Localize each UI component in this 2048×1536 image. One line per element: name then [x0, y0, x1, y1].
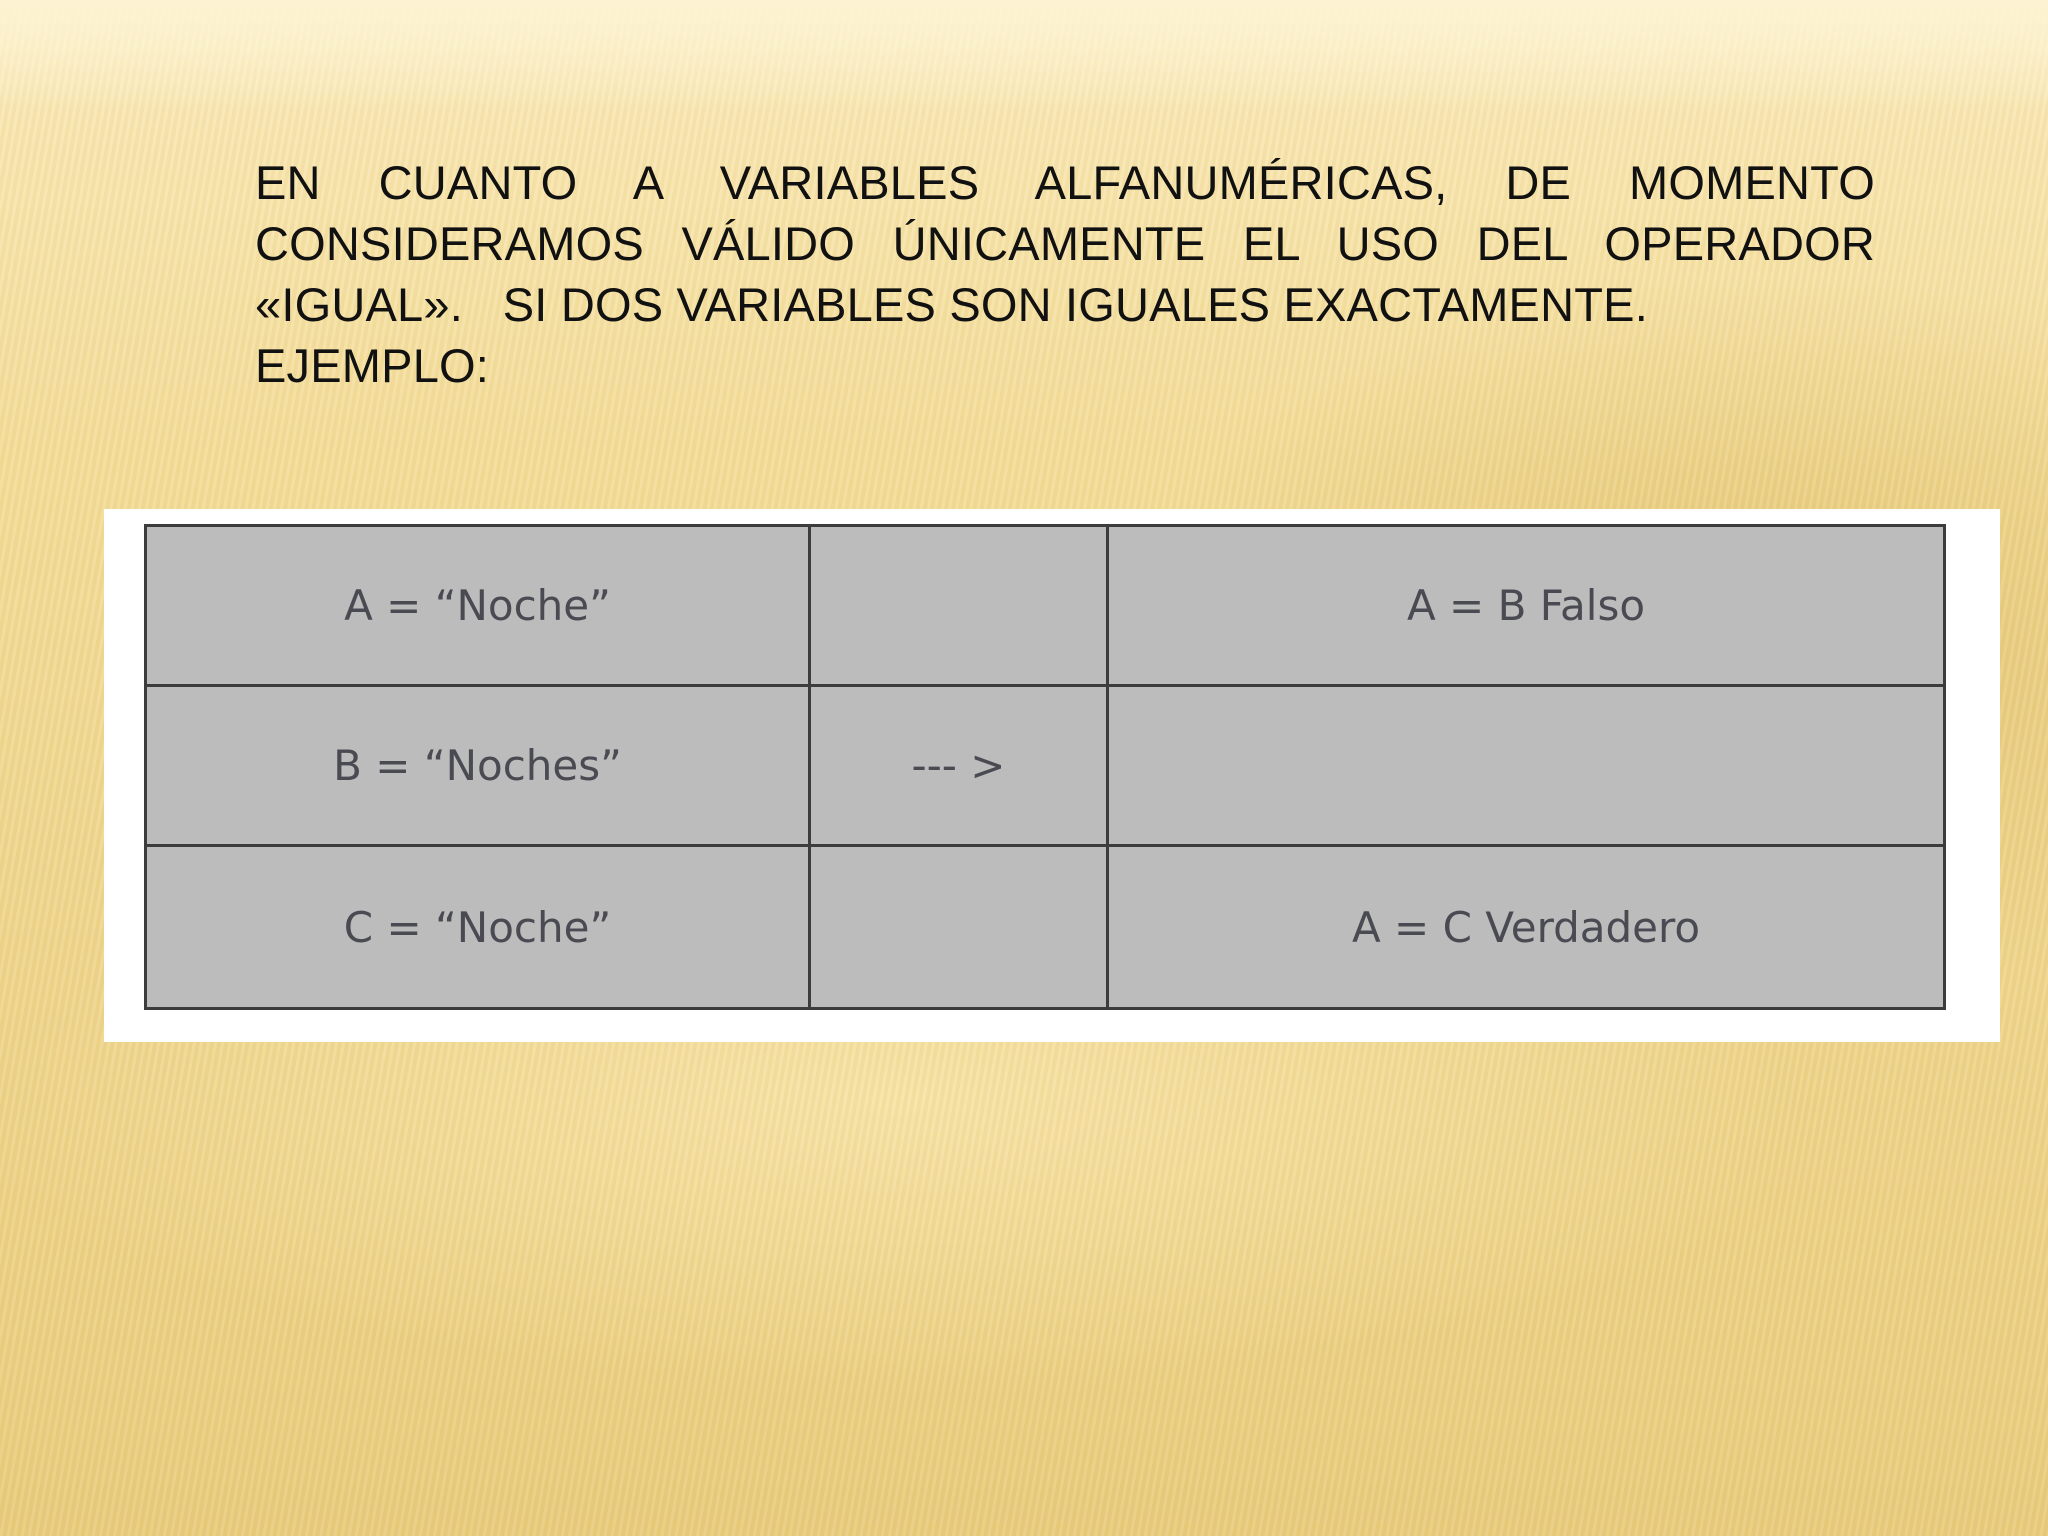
paragraph-line-1: EN CUANTO A VARIABLES ALFANUMÉRICAS, DE MOMENTO [255, 156, 1875, 209]
table-cell: A = “Noche” [147, 527, 811, 687]
table-cell: B = “Noches” [147, 687, 811, 847]
slide-paragraph [255, 152, 1875, 396]
table-cell [811, 527, 1109, 687]
example-table-image [104, 509, 2000, 1042]
table-cell [811, 847, 1109, 1007]
table-cell-arrow: --- > [811, 687, 1109, 847]
paragraph-line-3: «IGUAL». SI DOS VARIABLES SON IGUALES EXACTAMENTE. [255, 278, 1648, 331]
paragraph-line-4: EJEMPLO: [255, 339, 490, 392]
table-cell: C = “Noche” [147, 847, 811, 1007]
table-cell: A = B Falso [1109, 527, 1943, 687]
table-cell [1109, 687, 1943, 847]
table-cell: A = C Verdadero [1351, 902, 1701, 952]
example-table [144, 524, 1946, 1010]
paragraph-line-2: CONSIDERAMOS VÁLIDO ÚNICAMENTE EL USO DEL OPERADOR [255, 217, 1875, 270]
header-highlight [0, 0, 2048, 110]
